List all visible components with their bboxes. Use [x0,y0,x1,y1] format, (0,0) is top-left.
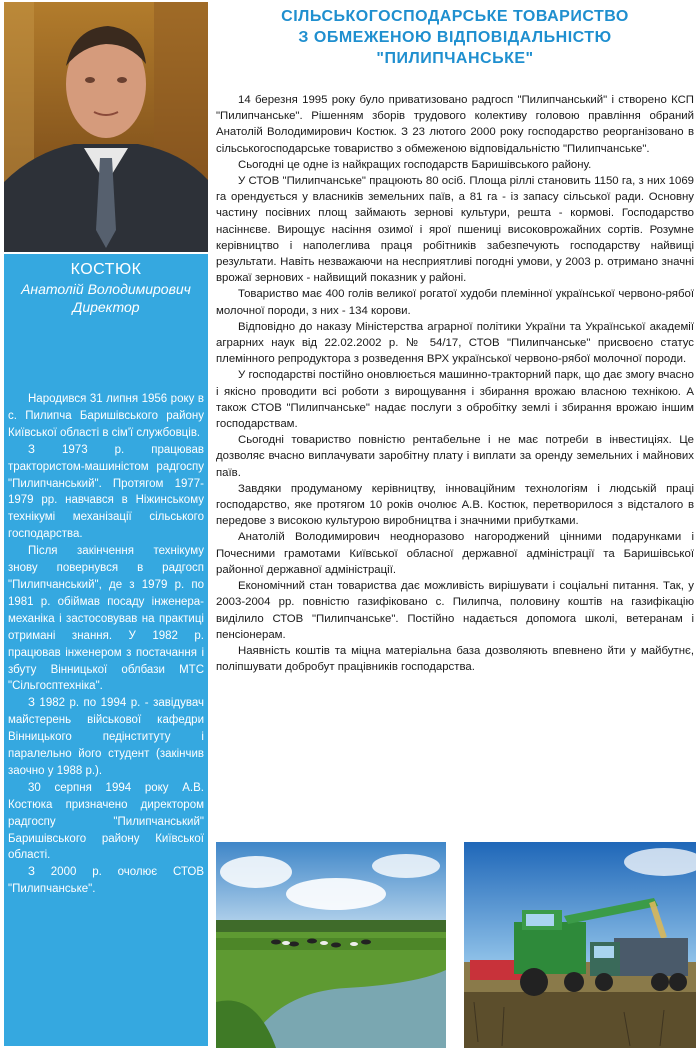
article-paragraph: Відповідно до наказу Міністерства аграрної політики України та Української академії аграрних наук від 22.02.2002 р. № 54/17, СТОВ "Пилипчанське" присвоєно статус племінного репродуктора з розведення ВРХ української червоно-рябої молочної породи. [216,320,694,366]
bio-paragraph: Народився 31 липня 1956 року в с. Пилипча Баришівського району Київської області в сім'ї службовців. [8,393,204,439]
bio-paragraph: З 1973 р. працював трактористом-машиністом радгоспу "Пилипчанський". Протягом 1977-1979 рр. навчався в Ніжинському технікумі механізації сільського господарства. [8,443,204,541]
director-name-block [4,260,208,317]
article-paragraph: У господарстві постійно оновлюється машинно-тракторний парк, що дає змогу вчасно і якісно проводити всі роботи з вирощування і збирання врожаю власною технікою. А також СТОВ "Пилипчанське" надає послуги з обробітку землі і збирання врожаю іншим господарствам. [216,369,694,431]
article-paragraph: Економічний стан товариства дає можливість вирішувати і соціальні питання. Так, у 2003-2004 рр. повністю газифіковано с. Пилипча, половину коштів на газифікацію виділило СТОВ "Пилипчанське". Постійно надається допомога школі, ветеранам і пенсіонерам. [216,580,694,641]
bio-paragraph: Після закінчення технікуму знову повернувся в радгосп "Пилипчанський", де з 1979 р. по 1981 р. обіймав посаду інженера-механіка і застосовував на практиці отримані знання. У 1982 р. працював інженером з постачання і збуту Вінницької облбази МТС "Сільгосптехніка". [8,545,204,693]
page-title [214,6,696,69]
title-line: З ОБМЕЖЕНОЮ ВІДПОВІДАЛЬНІСТЮ [298,29,612,46]
bio-paragraph: З 2000 р. очолює СТОВ "Пилипчанське". [8,866,204,896]
director-portrait [4,2,208,252]
title-line: СІЛЬСЬКОГОСПОДАРСЬКЕ ТОВАРИСТВО [281,8,629,25]
article-paragraph: Завдяки продуманому керівництву, інноваційним технологіям і людській праці господарство, яке протягом 10 років очолює А.В. Костюк, перетворилося з відсталого в передове з високою культурою виробництва і значними прибутками. [216,482,694,528]
director-position: Директор [72,299,140,315]
bio-paragraph: 30 серпня 1994 року А.В. Костюка призначено директором радгоспу "Пилипчанський" Баришівського району Київської області. [8,781,204,862]
article-paragraph: Сьогодні товариство повністю рентабельне і не має потреби в інвестиціях. Це дозволяє вчасно виплачувати заробітну плату і виплати за оренду земельних і майнових паїв. [216,434,694,479]
pasture-photo [216,842,446,1048]
article-paragraph: У СТОВ "Пилипчанське" працюють 80 осіб. Площа ріллі становить 1150 га, з них 1069 га орендується у власників земельних паїв, а 81 га - із запасу сільської ради. Основну частину посівних площ займають зернові культури, решта - кормові. Господарство насіннєве. Вирощує насіння озимої і ярої пшениці високоврожайних сортів. Розумне керівництво і наполеглива праця робітників забезпечують господарству найвищі результати. Навіть незважаючи на несприятливі погодні умови, у 2003 р. отримано значні врожаї зернових - найвищий показник у районі. [216,175,694,285]
biography-sidebar [4,254,208,1046]
director-given-names: Анатолій Володимирович [21,281,191,297]
article-paragraph: Товариство має 400 голів великої рогатої худоби племінної української червоно-рябої молочної породи, з них - 134 корови. [216,288,694,317]
biography-text [8,391,204,898]
article-body [216,92,694,675]
article-paragraph: Сьогодні це одне із найкращих господарств Баришівського району. [238,158,592,171]
article-paragraph: 14 березня 1995 року було приватизовано радгосп "Пилипчанський" і створено КСП "Пилипчанське". Рішенням зборів трудового колективу головою правління обраний Анатолій Володимирович Костюк. З 23 лютого 2000 року господарство реорганізовано в сільськогосподарське товариство з обмеженою відповідальністю "Пилипчанське". [216,94,694,155]
article-paragraph: Наявність коштів та міцна матеріальна база дозволяють впевнено йти у майбутнє, поліпшувати добробут працівників господарства. [216,644,694,674]
combine-harvester-photo [464,842,696,1048]
director-surname: КОСТЮК [70,261,142,278]
title-line: "ПИЛИПЧАНСЬКЕ" [376,50,534,67]
bio-paragraph: З 1982 р. по 1994 р. - завідувач майстерень військової кафедри Вінницького педінституту і паралельно його студент (закінчив заочно у 1988 р.). [8,697,204,777]
article-paragraph: Анатолій Володимирович неодноразово нагороджений цінними подарунками і Почесними грамотами Київської обласної державної адміністрації та Баришівської районної державної адміністрації. [216,531,694,576]
